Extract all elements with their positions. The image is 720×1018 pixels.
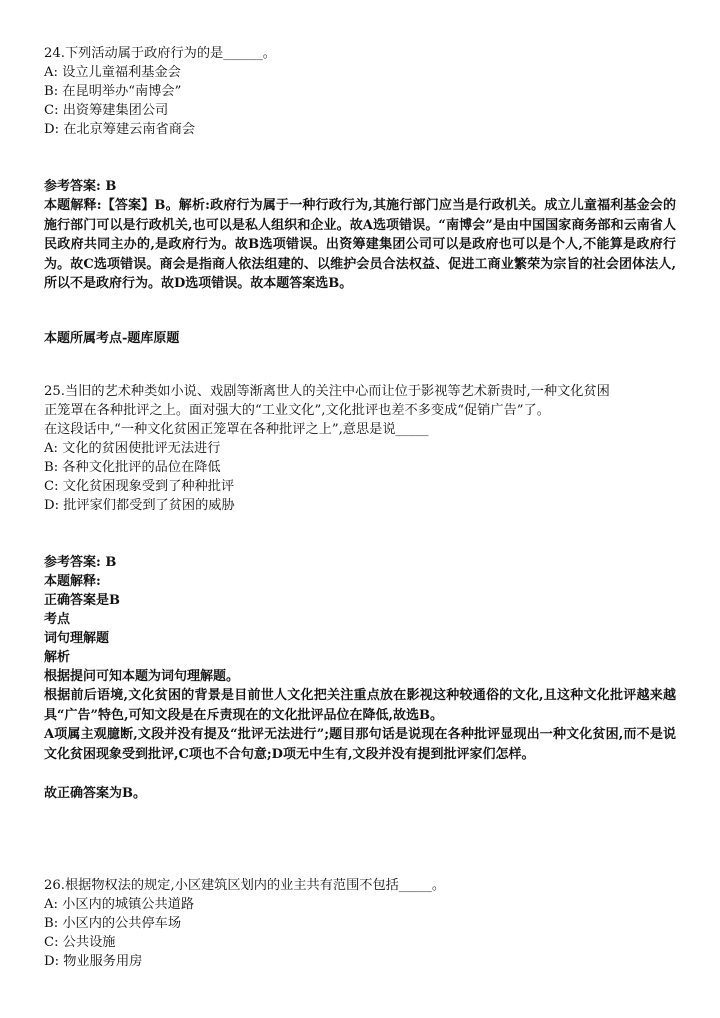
q24-topic: 本题所属考点-题库原题	[44, 331, 180, 346]
q25-explain-label: 本题解释:	[44, 574, 101, 589]
q25-option-d: D: 批评家们都受到了贫困的威胁	[44, 498, 235, 513]
q25-explain-3: A项属主观臆断,文段并没有提及“批评无法进行”;题目那句话是说现在各种批评显现出一种文化贫困,而不是说文化贫困现象受到批评,C项也不合句意;D项无中生有,文段并没有提到批评家们怎样。	[44, 727, 676, 762]
q25-option-b: B: 各种文化批评的品位在降低	[44, 460, 221, 475]
q24-option-b: B: 在昆明举办“南博会”	[44, 84, 182, 99]
q25-explain-1: 根据提问可知本题为词句理解题。	[44, 669, 240, 684]
q25-option-c: C: 文化贫困现象受到了种种批评	[44, 479, 235, 494]
q24-question: 24.下列活动属于政府行为的是______。	[44, 46, 276, 61]
q25-question-type: 词句理解题	[44, 631, 110, 646]
q26-option-a: A: 小区内的城镇公共道路	[44, 897, 195, 912]
q24-answer: 参考答案: B	[44, 179, 117, 194]
q26-option-c: C: 公共设施	[44, 935, 116, 950]
q25-option-a: A: 文化的贫困使批评无法进行	[44, 441, 221, 456]
q25-question-line3: 在这段话中,“一种文化贫困正笼罩在各种批评之上”,意思是说_____	[44, 422, 429, 437]
q25-answer: 参考答案: B	[44, 555, 117, 570]
q25-question-line2: 正笼罩在各种批评之上。面对强大的“工业文化”,文化批评也差不多变成“促销广告”了。	[44, 403, 550, 418]
q26-question: 26.根据物权法的规定,小区建筑区划内的业主共有范围不包括_____。	[44, 878, 446, 893]
q25-final-answer: 故正确答案为B。	[44, 786, 146, 801]
q25-jiexi-label: 解析	[44, 650, 71, 665]
q26-option-b: B: 小区内的公共停车场	[44, 916, 182, 931]
q24-option-d: D: 在北京筹建云南省商会	[44, 122, 196, 137]
q25-correct-answer: 正确答案是B	[44, 593, 120, 608]
q24-option-a: A: 设立儿童福利基金会	[44, 65, 181, 80]
q26-option-d: D: 物业服务用房	[44, 954, 143, 969]
q25-explain-2: 根据前后语境,文化贫困的背景是目前世人文化把关注重点放在影视这种较通俗的文化,且这种文化批评越来越具“广告”特色,可知文段是在斥责现在的文化批评品位在降低,故选B。	[44, 688, 676, 723]
q24-option-c: C: 出资筹建集团公司	[44, 103, 169, 118]
q24-explanation: 本题解释:【答案】B。解析:政府行为属于一种行政行为,其施行部门应当是行政机关。成立儿童福利基金会的施行部门可以是行政机关,也可以是私人组织和企业。故A选项错误。“南博会”是由中国国家商务部和云南省人民政府共同主办的,是政府行为。故B选项错误。出资筹建集团公司可以是政府也可以是个人,不能算是政府行为。故C选项错误。商会是指商人依法组建的、以维护会员合法权益、促进工商业繁荣为宗旨的社会团体法人,所以不是政府行为。故D选项错误。故本题答案选B。	[44, 198, 676, 291]
q25-question-line1: 25.当旧的艺术种类如小说、戏剧等渐离世人的关注中心而让位于影视等艺术新贵时,一种文化贫困	[44, 384, 610, 399]
q25-kaodian-label: 考点	[44, 612, 71, 627]
